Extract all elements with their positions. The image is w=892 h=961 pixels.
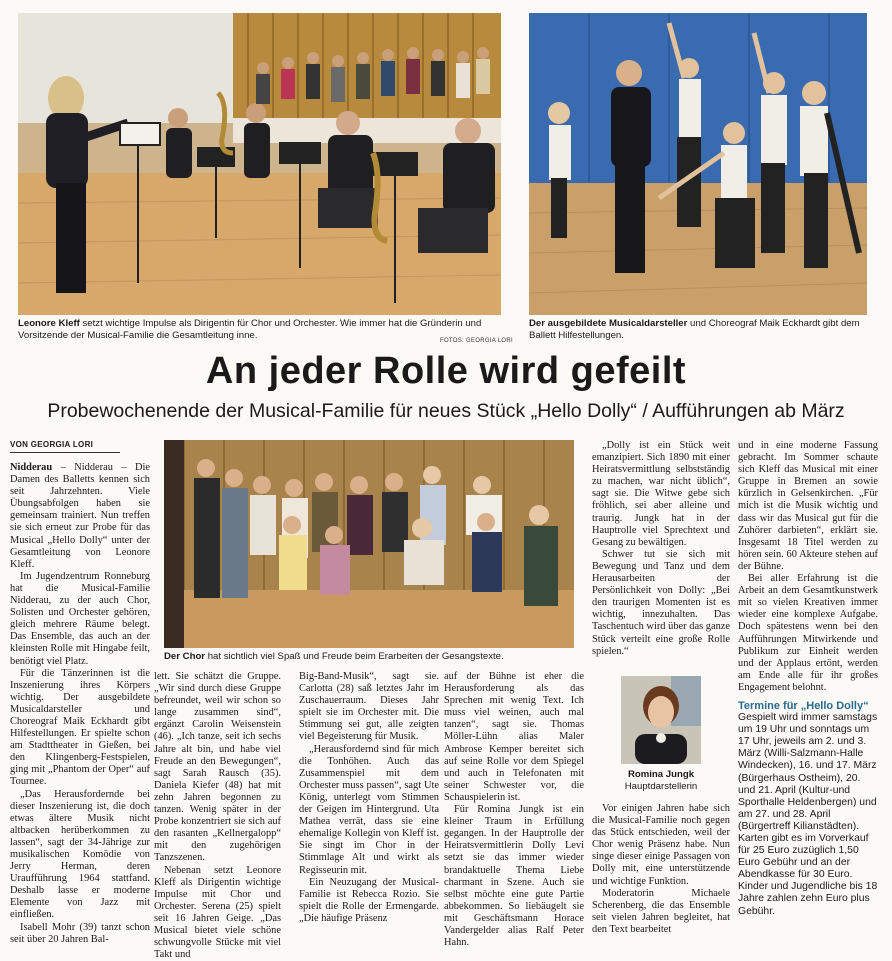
paragraph: „Herausfordernd sind für mich die Tonhöhen. Auch das Zusammenspiel mit dem Orchester muss passen“, sagt Ute König, unterlegt vom Stimmen der Geigen im Hintergrund. Uta Mathea verrät, dass sie eine ehemalige Kollegin von Kleff ist. Sie singt im Chor in der Stimmlage Alt und wirkt als Regisseurin mit. [299, 744, 439, 877]
caption-ballet-text: und Choreograf Maik Eckhardt gibt dem Ballett Hilfestellungen. [529, 318, 860, 341]
article-col-6 [738, 440, 878, 918]
caption-ballet [529, 318, 869, 342]
paragraph: Big-Band-Musik“, sagt sie. Carlotta (28) saß letztes Jahr im Zuschauerraum. Dieses Jahr spielt sie im Orchester mit. Die Stimmung sei gut, alle zeigten viel Begeisterung für Musik. [299, 671, 439, 744]
byline: VON GEORGIA LORI [10, 440, 120, 453]
paragraph: Isabell Mohr (39) tanzt schon seit über 20 Jahren Bal- [10, 922, 150, 946]
portrait-name: Romina Jungk [592, 769, 730, 780]
paragraph: Moderatorin Michaele Scherenberg, die das Ensemble seit vielen Jahren begleitet, hat den Text bearbeitet [592, 888, 730, 936]
paragraph: und in eine moderne Fassung gebracht. Im Sommer schaute sich Kleff das Musical mit einer Gruppe in Bremen an sowie kürzlich in Gelsenkirchen. „Für mich ist die Musik wichtig und dass wir das Musical gut für die Zuhörer darbieten“, erklärt sie. Insgesamt 18 Titel werden zu hören sein. 60 Akteure stehen auf der Bühne. [738, 440, 878, 573]
caption-choir-text: hat sichtlich viel Spaß und Freude beim Erarbeiten der Gesangstexte. [205, 651, 504, 662]
caption-orchestra-bold: Leonore Kleff [18, 318, 80, 329]
caption-choir-bold: Der Chor [164, 651, 205, 662]
article-col-5-top [592, 440, 730, 658]
article-col-2 [154, 671, 281, 961]
caption-ballet-bold: Der ausgebildete Musicaldarsteller [529, 318, 687, 329]
paragraph: Nidderau – Nidderau – Die Damen des Balletts kennen sich seit Jahrzehnten. Viele Übungsabfolgen haben sie gemeinsam trainiert. Nun treffen sie sich erneut zur Probe für das Musical „Hello Dolly“ unter der Gesamtleitung von Leonore Kleff. [10, 462, 150, 571]
article-col-3 [299, 671, 439, 925]
paragraph: Bei aller Erfahrung ist die Arbeit an dem Gesamtkunstwerk mit so vielen Kreativen immer wieder eine komplexe Aufgabe. Doch spätestens wenn bei den Aufführungen Mitwirkende und Publikum zur Einheit werden und der Applaus ertönt, werden am Ende alle für ihr großes Engagement belohnt. [738, 573, 878, 694]
paragraph: Schwer tut sie sich mit Bewegung und Tanz und dem Herausarbeiten der Persönlichkeit von Dolly: „Bei den traurigen Momenten ist es wichtig, innezuhalten. Das Taschentuch wird über das ganze Stück verteilt eine große Rolle spielen.“ [592, 549, 730, 658]
photo-ballet [529, 13, 867, 315]
paragraph: Vor einigen Jahren habe sich die Musical-Familie noch gegen das Stück entschieden, weil der Chor wenig Präsenz habe. Nun singe dieser einige Passagen von Dolly mit, eine unterstützende und wichtige Funktion. [592, 803, 730, 888]
dates-title: Termine für „Hello Dolly“ [738, 700, 878, 712]
paragraph: Nebenan setzt Leonore Kleff als Dirigentin wichtige Impulse mit Chor und Orchester. Serena (25) spielt seit 16 Jahren Geige. „Das Musical bietet viele schöne schwungvolle Stücke mit viel Takt und [154, 865, 281, 961]
paragraph: „Dolly ist ein Stück weit emanzipiert. Sich 1890 mit einer Heiratsvermittlung selbstständig zu machen, war nicht üblich“, sagt sie. Die Witwe gebe sich fröhlich, sei aber alleine und traurig. Jungk hat in der Hauptrolle viel Sprechtext und Gesang zu bewältigen. [592, 440, 730, 549]
headline: An jeder Rolle wird gefeilt [0, 350, 892, 393]
paragraph: Im Jugendzentrum Ronneburg hat die Musical-Familie Nidderau, zu der auch Chor, Solisten und Orchester gehören, gleich mehrere Räume belegt. Das Ensemble, das auch an der kleinsten Rolle mit Hingabe feilt, benötigt viel Platz. [10, 571, 150, 668]
dates-box [738, 700, 878, 918]
photo-portrait [621, 676, 701, 764]
caption-orchestra [18, 318, 501, 342]
paragraph: Für Romina Jungk ist ein kleiner Traum in Erfüllung gegangen. In der Hauptrolle der Heiratsvermittlerin Dolly Levi setzt sie das immer wieder brandaktuelle Thema Liebe charmant in Szene. Auch sie selbst möchte eine gute Partie abbekommen. So liebäugelt sie mit Geschäftsmann Horace Vandergelder alias Ralf Peter Hahn. [444, 804, 584, 949]
paragraph-text: Nidderau – Die Damen des Balletts kennen sich seit Jahrzehnten. Viele Übungsabfolgen haben sie gemeinsam trainiert. Nun treffen sie sich erneut zur Probe für das Musical „Hello Dolly“ unter der Gesamtleitung von Leonore Kleff. [10, 462, 150, 570]
caption-orchestra-text: setzt wichtige Impulse als Dirigentin für Chor und Orchester. Wie immer hat die Gründerin und Vorsitzende der Musical-Familie die Gesamtleitung inne. [18, 318, 481, 341]
paragraph: lett. Sie schätzt die Gruppe. „Wir sind durch diese Gruppe befreundet, weil wir schon so lange zusammen sind“, ergänzt Carolin Weisenstein (46). „Ich tanze, seit ich sechs Jahre alt bin, und habe viel Freude an den Bewegungen“, sagt Sarah Rausch (35). Daniela Kiefer (48) hat mit zehn Jahren begonnen zu tanzen. Wenig später in der Probe konzentriert sie sich auf den rasanten „Kellnergalopp“ mit den zugehörigen Tanzszenen. [154, 671, 281, 865]
paragraph: Ein Neuzugang der Musical-Familie ist Rebecca Rozio. Sie spielt die Rolle der Ermengarde. „Die häufige Präsenz [299, 877, 439, 925]
subheadline: Probewochenende der Musical-Familie für neues Stück „Hello Dolly“ / Aufführungen ab März [0, 400, 892, 423]
paragraph: „Das Herausfordernde bei dieser Inszenierung ist, die doch etwas ältere Musik nicht altbacken herüberkommen zu lassen“, sagt der 34-Jährige zur musikalischen Komödie von Jerry Herman, deren Uraufführung 1964 stattfand. Deshalb lasse er moderne Elemente von Jazz mit einfließen. [10, 789, 150, 922]
photo-choir [164, 440, 574, 648]
article-col-4 [444, 671, 584, 949]
portrait-role: Hauptdarstellerin [592, 781, 730, 792]
photo-orchestra [18, 13, 501, 315]
article-col-1 [10, 462, 150, 946]
paragraph: auf der Bühne ist eher die Herausforderung als das Sprechen mit wenig Text. Ich muss viel weinen, auch mal tanzen“, sagt sie. Thomas Möller-Lühn alias Maler Ambrose Kemper bereitet sich auf seine Rolle vor dem Spiegel und auch in Telefonaten mit seiner Schwester vor, die Schauspielerin ist. [444, 671, 584, 804]
dates-text: Gespielt wird immer samstags um 19 Uhr und sonntags um 17 Uhr, jeweils am 2. und 3. März (Willi-Salzmann-Halle Windecken), 16. und 17. März (Bürgerhaus Ostheim), 20. und 21. April (Kultur-und Sporthalle Heldenbergen) und am 27. und 28. April (Bürgertreff Kilianstädten). Karten gibt es im Vorverkauf für 25 Euro zuzüglich 1,50 Euro Gebühr und an der Abendkasse für 30 Euro. Kinder und Jugendliche bis 18 Jahre zahlen zehn Euro plus Gebühr. [738, 712, 878, 918]
article-col-5-bottom [592, 803, 730, 936]
paragraph: Für die Tänzerinnen ist die Inszenierung ihres Körpers wichtig. Der ausgebildete Musicaldarsteller und Choreograf Maik Eckhardt gibt Hilfestellungen. Er spielte schon am Stadttheater in Gießen, bei den Klingenberg-Festspielen, ging mit „Phantom der Oper“ auf Tournee. [10, 668, 150, 789]
caption-choir [164, 651, 574, 663]
photo-credit: FOTOS: GEORGIA LORI [440, 338, 513, 344]
